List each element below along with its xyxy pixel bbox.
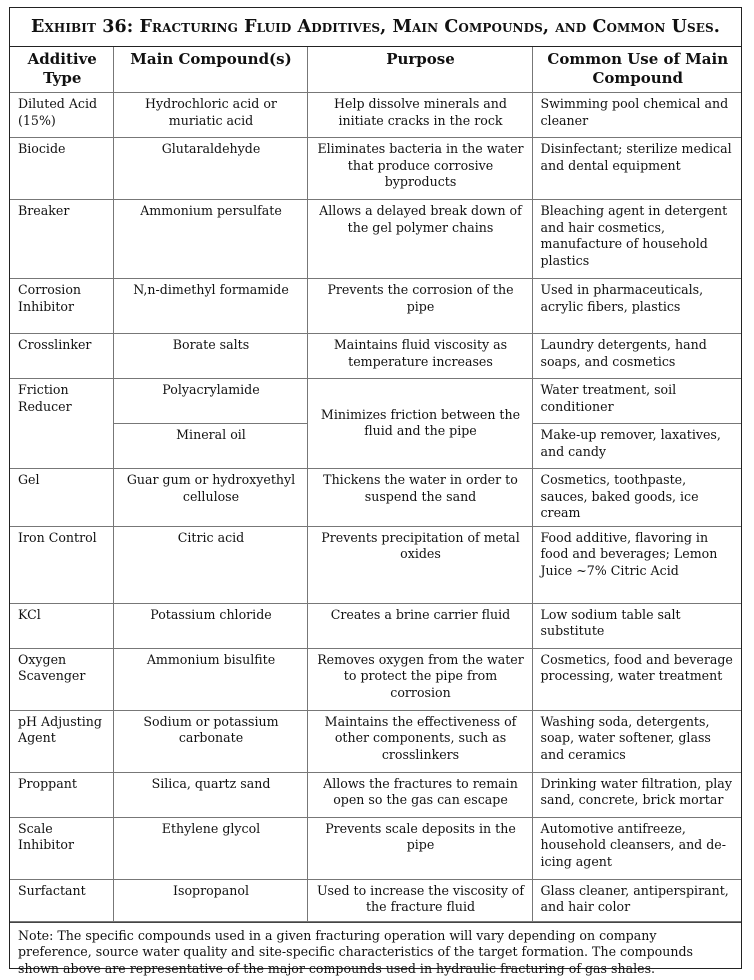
- compound-cell: N,n-dimethyl formamide: [113, 279, 307, 334]
- purpose-cell: Allows a delayed break down of the gel polymer chains: [307, 200, 532, 279]
- compound-cell: Polyacrylamide: [113, 379, 307, 424]
- exhibit-title: Exhibit 36: Fracturing Fluid Additives, Main Compounds, and Common Uses.: [10, 8, 741, 47]
- common-use-cell: Bleaching agent in detergent and hair cosmetics, manufacture of household plastics: [532, 200, 741, 279]
- table-row: [10, 526, 741, 603]
- additive-type-cell: Breaker: [10, 200, 113, 279]
- purpose-cell: Maintains fluid viscosity as temperature increases: [307, 334, 532, 379]
- header-additive-type: Additive Type: [10, 47, 113, 93]
- additive-type-cell: Scale Inhibitor: [10, 817, 113, 879]
- additive-type-cell: Gel: [10, 469, 113, 527]
- table-row: [10, 710, 741, 772]
- purpose-cell: Allows the fractures to remain open so the gas can escape: [307, 772, 532, 817]
- additive-type-cell: Iron Control: [10, 526, 113, 603]
- additives-table: [10, 47, 741, 922]
- table-row: [10, 817, 741, 879]
- purpose-cell: Prevents precipitation of metal oxides: [307, 526, 532, 603]
- table-row: [10, 379, 741, 424]
- compound-cell: Mineral oil: [113, 424, 307, 469]
- compound-cell: Potassium chloride: [113, 603, 307, 648]
- common-use-cell: Glass cleaner, antiperspirant, and hair color: [532, 879, 741, 921]
- table-row: [10, 200, 741, 279]
- common-use-cell: Laundry detergents, hand soaps, and cosmetics: [532, 334, 741, 379]
- additive-type-cell: Surfactant: [10, 879, 113, 921]
- common-use-cell: Swimming pool chemical and cleaner: [532, 93, 741, 138]
- table-row: [10, 879, 741, 921]
- table-row: [10, 279, 741, 334]
- common-use-cell: Water treatment, soil conditioner: [532, 379, 741, 424]
- compound-cell: Glutaraldehyde: [113, 138, 307, 200]
- common-use-cell: Make-up remover, laxatives, and candy: [532, 424, 741, 469]
- common-use-cell: Food additive, flavoring in food and beverages; Lemon Juice ~7% Citric Acid: [532, 526, 741, 603]
- table-row: [10, 138, 741, 200]
- table-row: [10, 772, 741, 817]
- additive-type-cell: Diluted Acid (15%): [10, 93, 113, 138]
- common-use-cell: Disinfectant; sterilize medical and dental equipment: [532, 138, 741, 200]
- common-use-cell: Washing soda, detergents, soap, water softener, glass and ceramics: [532, 710, 741, 772]
- purpose-cell: Help dissolve minerals and initiate cracks in the rock: [307, 93, 532, 138]
- compound-cell: Borate salts: [113, 334, 307, 379]
- additive-type-cell: Friction Reducer: [10, 379, 113, 469]
- compound-cell: Ammonium persulfate: [113, 200, 307, 279]
- compound-cell: Sodium or potassium carbonate: [113, 710, 307, 772]
- additive-type-cell: Corrosion Inhibitor: [10, 279, 113, 334]
- compound-cell: Hydrochloric acid or muriatic acid: [113, 93, 307, 138]
- purpose-cell: Creates a brine carrier fluid: [307, 603, 532, 648]
- common-use-cell: Low sodium table salt substitute: [532, 603, 741, 648]
- table-row: [10, 334, 741, 379]
- additive-type-cell: Oxygen Scavenger: [10, 648, 113, 710]
- compound-cell: Ethylene glycol: [113, 817, 307, 879]
- purpose-cell: Thickens the water in order to suspend the sand: [307, 469, 532, 527]
- purpose-cell: Used to increase the viscosity of the fracture fluid: [307, 879, 532, 921]
- compound-cell: Citric acid: [113, 526, 307, 603]
- purpose-cell: Removes oxygen from the water to protect the pipe from corrosion: [307, 648, 532, 710]
- purpose-cell: Prevents scale deposits in the pipe: [307, 817, 532, 879]
- additive-type-cell: pH Adjusting Agent: [10, 710, 113, 772]
- common-use-cell: Used in pharmaceuticals, acrylic fibers, plastics: [532, 279, 741, 334]
- common-use-cell: Cosmetics, food and beverage processing, water treatment: [532, 648, 741, 710]
- compound-cell: Ammonium bisulfite: [113, 648, 307, 710]
- purpose-cell: Eliminates bacteria in the water that produce corrosive byproducts: [307, 138, 532, 200]
- table-row: [10, 603, 741, 648]
- common-use-cell: Automotive antifreeze, household cleansers, and de-icing agent: [532, 817, 741, 879]
- table-row: [10, 469, 741, 527]
- header-common-use: Common Use of Main Compound: [532, 47, 741, 93]
- header-purpose: Purpose: [307, 47, 532, 93]
- compound-cell: Guar gum or hydroxyethyl cellulose: [113, 469, 307, 527]
- compound-cell: Isopropanol: [113, 879, 307, 921]
- common-use-cell: Cosmetics, toothpaste, sauces, baked goods, ice cream: [532, 469, 741, 527]
- additive-type-cell: Proppant: [10, 772, 113, 817]
- exhibit-frame: [9, 7, 742, 976]
- compound-cell: Silica, quartz sand: [113, 772, 307, 817]
- purpose-cell: Prevents the corrosion of the pipe: [307, 279, 532, 334]
- table-row: [10, 648, 741, 710]
- additive-type-cell: KCl: [10, 603, 113, 648]
- additive-type-cell: Biocide: [10, 138, 113, 200]
- common-use-cell: Drinking water filtration, play sand, concrete, brick mortar: [532, 772, 741, 817]
- table-row: [10, 93, 741, 138]
- purpose-cell: Minimizes friction between the fluid and the pipe: [307, 379, 532, 469]
- header-main-compounds: Main Compound(s): [113, 47, 307, 93]
- additive-type-cell: Crosslinker: [10, 334, 113, 379]
- footnote: Note: The specific compounds used in a given fracturing operation will vary depending on company preference, source water quality and site-specific characteristics of the target formation. The compounds shown above are representative of the major compounds used in hydraulic fracturing of gas shales.: [10, 922, 741, 978]
- purpose-cell: Maintains the effectiveness of other components, such as crosslinkers: [307, 710, 532, 772]
- header-row: [10, 47, 741, 93]
